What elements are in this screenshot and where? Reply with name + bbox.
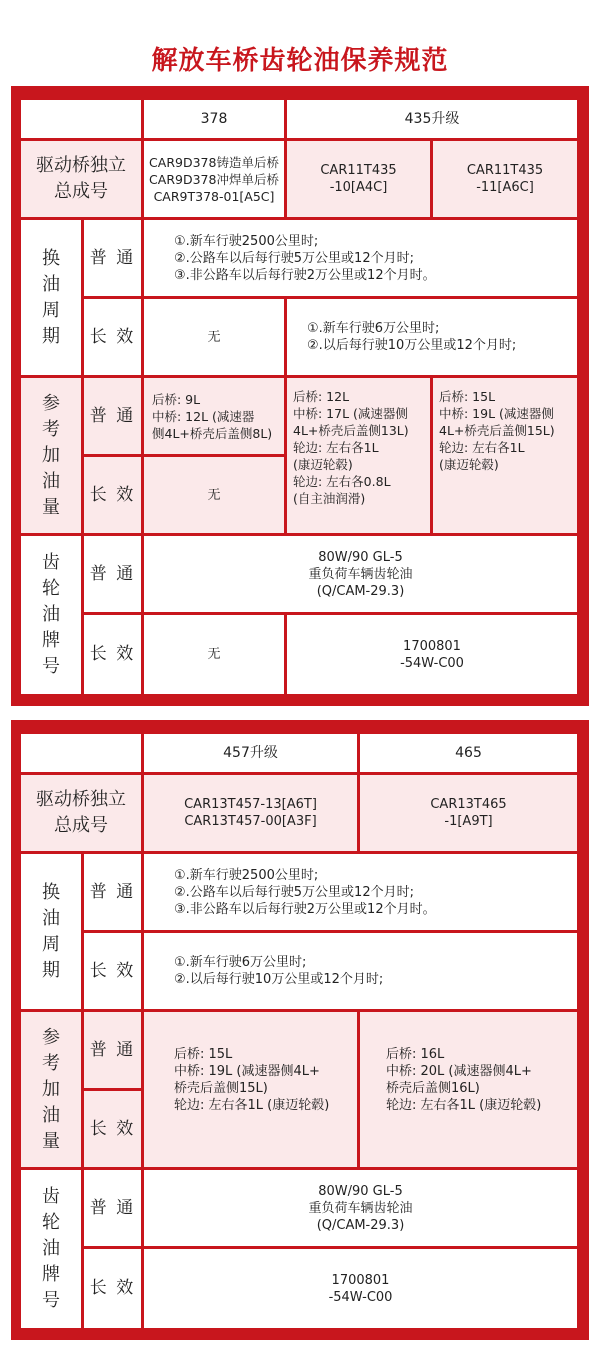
- header-corner: [21, 100, 141, 138]
- volume-457: 后桥: 15L 中桥: 19L (减速器侧4L+ 桥壳后盖侧15L) 轮边: 左右各1L (康迈轮毂): [144, 1012, 357, 1167]
- interval-long-435: ①.新车行驶6万公里时; ②.以后每行驶10万公里或12个月时;: [287, 299, 577, 375]
- label-normal: 普 通: [84, 1170, 141, 1246]
- table-457-465: [11, 720, 589, 1340]
- row-label-brand: 齿 轮 油 牌 号: [21, 1170, 81, 1328]
- row-label-assembly: 驱动桥独立 总成号: [21, 775, 141, 851]
- label-normal: 普 通: [84, 378, 141, 454]
- volume-435-11: 后桥: 15L 中桥: 19L (减速器侧 4L+桥壳后盖侧15L) 轮边: 左右各1L (康迈轮毂): [433, 378, 577, 533]
- label-long: 长 效: [84, 457, 141, 533]
- col-header-457: 457升级: [144, 734, 357, 772]
- label-long: 长 效: [84, 1249, 141, 1328]
- assembly-435-10: CAR11T435 -10[A4C]: [287, 141, 430, 217]
- brand-long-435: 1700801 -54W-C00: [287, 615, 577, 694]
- table-378-435: [11, 86, 589, 706]
- brand-long: 1700801 -54W-C00: [144, 1249, 577, 1328]
- page-title: 解放车桥齿轮油保养规范: [151, 46, 449, 76]
- label-long: 长 效: [84, 615, 141, 694]
- assembly-435-11: CAR11T435 -11[A6C]: [433, 141, 577, 217]
- interval-normal: ①.新车行驶2500公里时; ②.公路车以后每行驶5万公里或12个月时; ③.非公路车以后每行驶2万公里或12个月时。: [144, 220, 577, 296]
- row-label-interval: 换 油 周 期: [21, 854, 81, 1009]
- volume-normal-378: 后桥: 9L 中桥: 12L (减速器 侧4L+桥壳后盖侧8L): [144, 378, 284, 454]
- col-header-435: 435升级: [287, 100, 577, 138]
- header-corner: [21, 734, 141, 772]
- assembly-465: CAR13T465 -1[A9T]: [360, 775, 577, 851]
- row-label-brand: 齿 轮 油 牌 号: [21, 536, 81, 694]
- col-header-465: 465: [360, 734, 577, 772]
- label-normal: 普 通: [84, 1012, 141, 1088]
- col-header-378: 378: [144, 100, 284, 138]
- brand-normal: 80W/90 GL-5 重负荷车辆齿轮油 (Q/CAM-29.3): [144, 536, 577, 612]
- interval-normal: ①.新车行驶2500公里时; ②.公路车以后每行驶5万公里或12个月时; ③.非公路车以后每行驶2万公里或12个月时。: [144, 854, 577, 930]
- label-normal: 普 通: [84, 220, 141, 296]
- volume-465: 后桥: 16L 中桥: 20L (减速器侧4L+ 桥壳后盖侧16L) 轮边: 左右各1L (康迈轮毂): [360, 1012, 577, 1167]
- brand-long-378: 无: [144, 615, 284, 694]
- row-label-volume: 参 考 加 油 量: [21, 1012, 81, 1167]
- assembly-457: CAR13T457-13[A6T] CAR13T457-00[A3F]: [144, 775, 357, 851]
- volume-long-378: 无: [144, 457, 284, 533]
- interval-long-378: 无: [144, 299, 284, 375]
- label-long: 长 效: [84, 1091, 141, 1167]
- label-normal: 普 通: [84, 854, 141, 930]
- label-long: 长 效: [84, 933, 141, 1009]
- row-label-interval: 换 油 周 期: [21, 220, 81, 375]
- row-label-volume: 参 考 加 油 量: [21, 378, 81, 533]
- label-long: 长 效: [84, 299, 141, 375]
- assembly-378: CAR9D378铸造单后桥 CAR9D378冲焊单后桥 CAR9T378-01[A5C]: [144, 141, 284, 217]
- interval-long: ①.新车行驶6万公里时; ②.以后每行驶10万公里或12个月时;: [144, 933, 577, 1009]
- label-normal: 普 通: [84, 536, 141, 612]
- volume-435-10: 后桥: 12L 中桥: 17L (减速器侧 4L+桥壳后盖侧13L) 轮边: 左右各1L (康迈轮毂) 轮边: 左右各0.8L (自主油润滑): [287, 378, 430, 533]
- row-label-assembly: 驱动桥独立 总成号: [21, 141, 141, 217]
- brand-normal: 80W/90 GL-5 重负荷车辆齿轮油 (Q/CAM-29.3): [144, 1170, 577, 1246]
